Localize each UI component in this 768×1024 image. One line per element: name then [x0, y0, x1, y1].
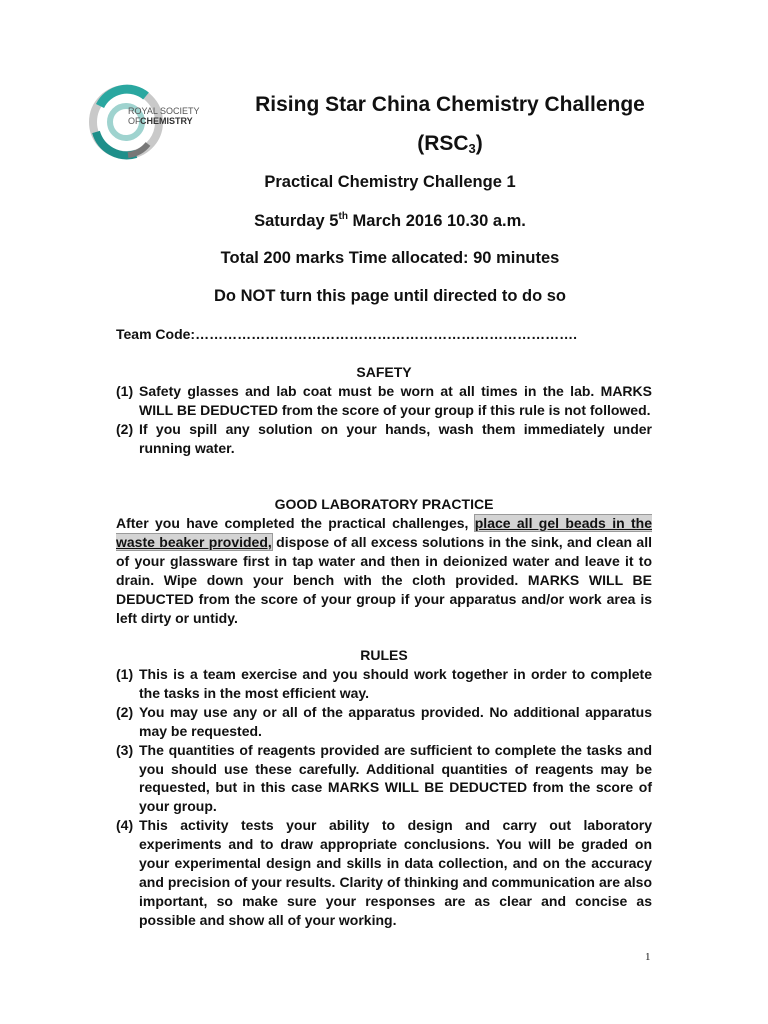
marks-and-time: Total 200 marks Time allocated: 90 minutes	[220, 249, 560, 267]
list-item: (2) If you spill any solution on your hands, wash them immediately under running water.	[116, 420, 652, 456]
svg-text:OF: OF	[128, 116, 141, 126]
list-item: (4) This activity tests your ability to design and carry out laboratory experiments and to draw appropriate conclusions. You will be graded on your experimental design and skills in data collection, and on the accuracy and precision of your results. Clarity of thinking and communication are also important, so make sure your responses are as clear and concise as possible and show all of your working.	[116, 817, 652, 928]
rules-list	[116, 665, 652, 930]
svg-text:ROYAL SOCIETY: ROYAL SOCIETY	[128, 106, 200, 116]
highlighted-text: place all gel beads in the waste beaker provided,	[116, 515, 652, 550]
list-item: (1) Safety glasses and lab coat must be worn at all times in the lab. MARKS WILL BE DEDUCTED from the score of your group if this rule is not followed.	[116, 383, 652, 418]
rsc-logo-mark	[88, 84, 213, 166]
good-practice-paragraph: After you have completed the practical challenges, place all gel beads in the waste beaker provided, dispose of all excess solutions in the sink, and clean all of your glassware first in tap water and then in deionized water and leave it to drain. Wipe down your bench with the cloth provided. MARKS WILL BE DEDUCTED from the score of your group if your apparatus and/or work area is left dirty or untidy.	[116, 515, 652, 626]
list-item: (3) The quantities of reagents provided are sufficient to complete the tasks and you should use these carefully. Additional quantities of reagents may be requested, but in this case MARKS WILL BE DEDUCTED from the score of your group.	[116, 741, 652, 815]
page-title: Rising Star China Chemistry Challenge	[255, 93, 645, 116]
safety-heading: SAFETY	[356, 364, 412, 380]
svg-text:CHEMISTRY: CHEMISTRY	[140, 116, 193, 126]
page-number: 1	[645, 951, 651, 963]
practical-challenge-title: Practical Chemistry Challenge 1	[264, 173, 516, 191]
list-item-text: The quantities of reagents provided are sufficient to complete the tasks and you should use these carefully. Additional quantities of reagents may be requested, but in this case MARKS WILL BE DEDUCTED from the score of your group.	[139, 741, 652, 815]
good-practice-heading: GOOD LABORATORY PRACTICE	[274, 496, 494, 512]
list-item: (1) This is a team exercise and you should work together in order to complete the tasks in the most efficient way.	[116, 666, 652, 701]
list-item-text: Safety glasses and lab coat must be worn at all times in the lab. MARKS WILL BE DEDUCTED from the score of your group if this rule is not followed.	[139, 383, 652, 418]
exam-date: Saturday 5th March 2016 10.30 a.m.	[254, 211, 526, 230]
list-item-text: This activity tests your ability to design and carry out laboratory experiments and to draw appropriate conclusions. You will be graded on your experimental design and skills in data collection, and on the accuracy and precision of your results. Clarity of thinking and communication are also important, so make sure your responses are as clear and concise as possible and show all of your working.	[139, 817, 652, 928]
rules-heading: RULES	[360, 647, 408, 663]
team-code-field: Team Code:……………………………………………………………………….	[116, 326, 577, 342]
list-item-text: You may use any or all of the apparatus provided. No additional apparatus may be requested.	[139, 703, 652, 739]
safety-list	[116, 382, 652, 458]
list-item: (2) You may use any or all of the apparatus provided. No additional apparatus may be requested.	[116, 703, 652, 739]
rsc-logo	[88, 84, 213, 166]
list-item-text: If you spill any solution on your hands, wash them immediately under running water.	[139, 420, 652, 456]
page-subtitle: $(RSC_3)$	[417, 132, 483, 156]
instruction-warning: Do NOT turn this page until directed to do so	[214, 287, 566, 305]
list-item-text: This is a team exercise and you should work together in order to complete the tasks in the most efficient way.	[139, 666, 652, 701]
